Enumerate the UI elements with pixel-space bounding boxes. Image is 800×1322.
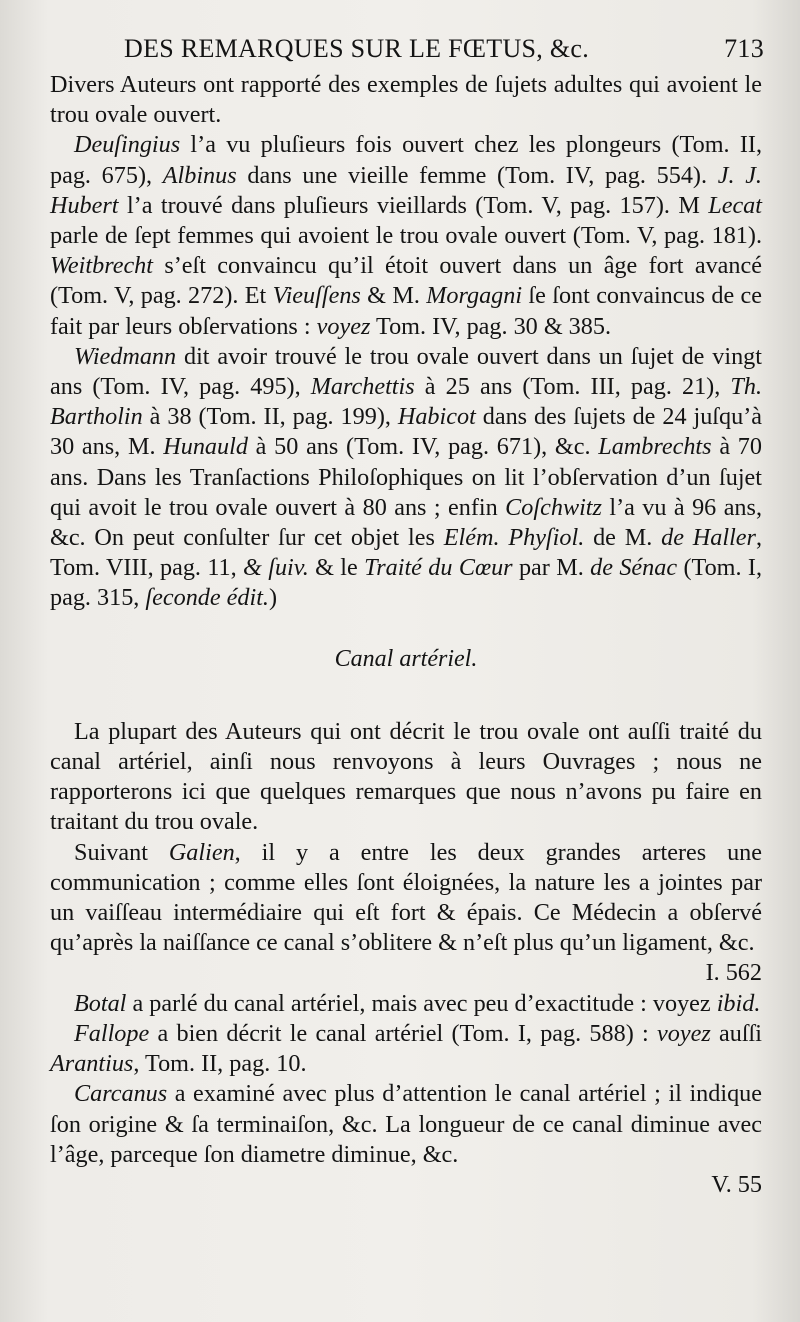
- author-name: Botal: [74, 989, 127, 1017]
- author-name: J. J. Hubert: [50, 161, 762, 219]
- author-name: Wiedmann: [74, 342, 177, 370]
- text-run: l’a vu pluſieurs fois ouvert chez les plongeurs (Tom. II, pag. 675),: [50, 131, 762, 189]
- italic-term: ibid.: [716, 989, 761, 1017]
- author-name: Marchettis: [310, 373, 415, 401]
- text-run: , Tom. VIII, pag. 11,: [50, 524, 763, 582]
- page-reference: V. 55: [711, 1170, 762, 1198]
- text-run: ): [268, 584, 278, 612]
- text-run: , Tom. II, pag. 10.: [133, 1050, 307, 1078]
- italic-term: ſeconde édit.: [145, 584, 269, 612]
- author-name: Lecat: [708, 191, 762, 219]
- author-name: Deuſingius: [74, 131, 181, 159]
- running-title: DES REMARQUES SUR LE FŒTUS, &c.: [124, 34, 590, 63]
- paragraph-6: [50, 989, 762, 1019]
- text-run: de M.: [584, 524, 662, 552]
- author-name: Carcanus: [74, 1080, 168, 1108]
- text-run: l’a trouvé dans pluſieurs vieillards (Tom. V, pag. 157). M: [118, 191, 709, 219]
- para1-text: Divers Auteurs ont rapporté des exemples de ſujets adultes qui avoient le trou ovale ouvert.: [50, 71, 762, 129]
- text-run: auſſi: [710, 1019, 762, 1047]
- text-run: Tom. IV, pag. 30 & 385.: [370, 312, 612, 340]
- paragraph-8: [50, 1079, 762, 1200]
- running-header: [124, 34, 764, 66]
- paragraph-1: [50, 70, 762, 130]
- text-run: à 50 ans (Tom. IV, pag. 671), &c.: [247, 433, 599, 461]
- italic-term: voyez: [316, 312, 371, 340]
- paragraph-3: [50, 342, 762, 614]
- text-run: à 25 ans (Tom. III, pag. 21),: [414, 373, 731, 401]
- author-name: Albinus: [162, 161, 237, 189]
- author-name: Weitbrecht: [50, 252, 153, 280]
- page-number: 713: [724, 34, 764, 63]
- text-run: s’eſt convaincu qu’il étoit ouvert dans un âge fort avancé (Tom. V, pag. 272). Et: [50, 252, 762, 310]
- text-run: dit avoir trouvé le trou ovale ouvert dans un ſujet de vingt ans (Tom. IV, pag. 495),: [50, 342, 762, 401]
- author-name: Habicot: [397, 403, 476, 431]
- text-run: à 70 ans. Dans les Tranſactions Philoſophiques on lit l’obſervation d’un ſujet qui avoit le trou ovale ouvert à 80 ans ; enfin: [50, 433, 762, 521]
- work-title: Traité du Cœur: [364, 554, 513, 582]
- text-run: Suivant: [74, 838, 169, 866]
- author-name: Th. Bartholin: [50, 373, 762, 431]
- author-name: Coſchwitz: [505, 493, 602, 521]
- body-text: [50, 70, 762, 1200]
- text-run: a examiné avec plus d’attention le canal artériel ; il indique ſon origine & ſa terminaiſon, &c. La longueur de ce canal diminue avec l’âge, parceque ſon diametre diminue, &c.: [50, 1080, 762, 1168]
- text-run: dans des ſujets de 24 juſqu’à 30 ans, M.: [50, 403, 762, 461]
- text-run: , il y a entre les deux grandes arteres une communication ; comme elles ſont éloignées, la nature les a jointes par un vaiſſeau intermédiaire qui eſt fort & épais. Ce Médecin a obſervé qu’après la naiſſance ce canal s’oblitere & n’eſt plus qu’un ligament, &c.: [50, 838, 762, 957]
- author-name: Hunauld: [163, 433, 248, 461]
- text-run: parle de ſept femmes qui avoient le trou ovale ouvert (Tom. V, pag. 181).: [50, 222, 762, 250]
- text-run: dans une vieille femme (Tom. IV, pag. 554).: [236, 161, 718, 189]
- section-heading: Canal artériel.: [334, 645, 478, 672]
- text-run: ſe ſont convaincus de ce fait par leurs obſervations :: [50, 282, 762, 340]
- text-run: La plupart des Auteurs qui ont décrit le trou ovale ont auſſi traité du canal artériel, ainſi nous renvoyons à leurs Ouvrages ; nous ne rapporterons ici que quelques remarques que nous n’avons pu faire en traitant du trou ovale.: [50, 717, 762, 836]
- italic-term: voyez: [657, 1019, 711, 1047]
- author-name: de Sénac: [590, 554, 678, 582]
- author-name: Galien: [168, 838, 235, 866]
- author-name: Lambrechts: [598, 433, 712, 461]
- text-run: l’a vu à 96 ans, &c. On peut conſulter ſur cet objet les: [50, 493, 762, 552]
- author-name: de Haller: [661, 524, 756, 552]
- paragraph-7: [50, 1019, 762, 1079]
- text-run: à 38 (Tom. II, pag. 199),: [142, 403, 398, 431]
- page-reference: I. 562: [705, 959, 762, 987]
- author-name: Fallope: [74, 1019, 150, 1047]
- paragraph-4: [50, 717, 762, 838]
- text-run: a bien décrit le canal artériel (Tom. I, pag. 588) :: [149, 1019, 658, 1047]
- author-name: Morgagni: [426, 282, 523, 310]
- text-run: & le: [308, 554, 365, 582]
- text-run: (Tom. I, pag. 315,: [50, 554, 762, 612]
- text-run: & M.: [360, 282, 427, 310]
- paragraph-2: [50, 130, 762, 341]
- paragraph-5: [50, 838, 762, 989]
- work-title: Elém. Phyſiol.: [443, 524, 585, 552]
- text-run: a parlé du canal artériel, mais avec peu d’exactitude : voyez: [126, 989, 717, 1017]
- author-name: Arantius: [50, 1050, 134, 1078]
- text-run: par M.: [512, 554, 591, 582]
- italic-term: & ſuiv.: [243, 554, 309, 582]
- author-name: Vieuſſens: [272, 282, 361, 310]
